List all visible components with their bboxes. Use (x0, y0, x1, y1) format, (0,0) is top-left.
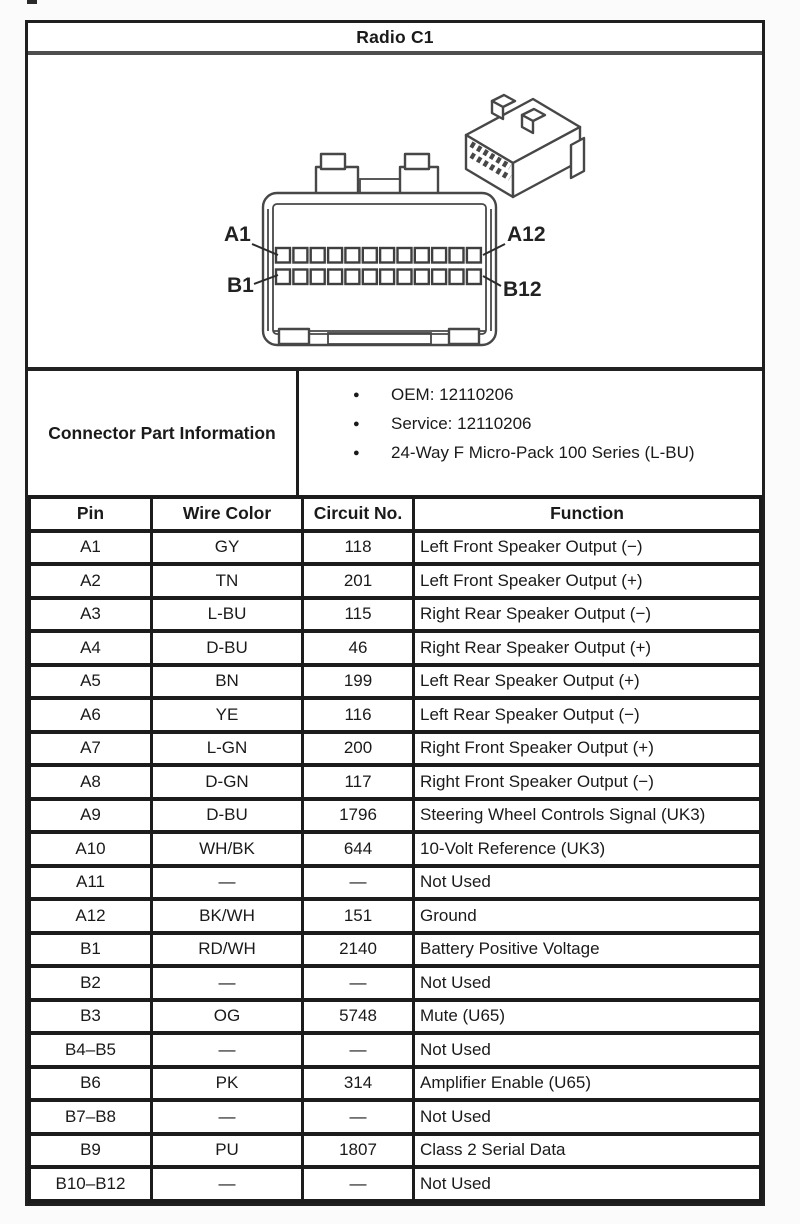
pin-cell: A6 (30, 698, 152, 732)
pin-cell: A2 (30, 564, 152, 598)
pin-table-header-row (30, 497, 761, 531)
pin-cell: A9 (30, 799, 152, 833)
connector-3d-view (466, 95, 584, 197)
wire-color-cell: — (152, 966, 303, 1000)
wire-color-cell: GY (152, 531, 303, 565)
part-info-bullet: ● OEM: 12110206 (351, 380, 762, 409)
function-cell: Mute (U65) (414, 1000, 761, 1034)
function-cell: 10-Volt Reference (UK3) (414, 832, 761, 866)
pin-row (30, 698, 761, 732)
circuit-no-cell: — (303, 1100, 414, 1134)
circuit-no-cell: 314 (303, 1067, 414, 1101)
pin-row (30, 899, 761, 933)
pin-cavity (363, 270, 377, 285)
wire-color-cell: PK (152, 1067, 303, 1101)
function-cell: Not Used (414, 966, 761, 1000)
pin-cell: B4–B5 (30, 1033, 152, 1067)
circuit-no-cell: 115 (303, 598, 414, 632)
scan-artifact (27, 0, 37, 4)
wire-color-cell: — (152, 866, 303, 900)
function-cell: Ground (414, 899, 761, 933)
circuit-no-cell: — (303, 1033, 414, 1067)
page-title: Radio C1 (28, 23, 762, 55)
function-cell: Not Used (414, 1033, 761, 1067)
wire-color-cell: BN (152, 665, 303, 699)
pin-cell: A12 (30, 899, 152, 933)
circuit-no-cell: 116 (303, 698, 414, 732)
circuit-no-cell: — (303, 1167, 414, 1201)
pin-cell: B6 (30, 1067, 152, 1101)
pin-cavity (380, 248, 394, 263)
pin-row (30, 1067, 761, 1101)
pin-cavity (398, 270, 412, 285)
pin-cavity (293, 270, 307, 285)
function-cell: Left Rear Speaker Output (−) (414, 698, 761, 732)
wire-color-cell: L-GN (152, 732, 303, 766)
pin-cell: A7 (30, 732, 152, 766)
part-info-label: Connector Part Information (28, 371, 299, 495)
column-header: Circuit No. (303, 497, 414, 531)
pin-label-b1: B1 (227, 274, 254, 297)
part-info-bullet: ● 24-Way F Micro-Pack 100 Series (L-BU) (351, 438, 762, 467)
pin-cavity (311, 270, 325, 285)
pin-cavity (328, 248, 342, 263)
pin-row (30, 598, 761, 632)
connector-diagram-art (28, 55, 762, 367)
wire-color-cell: D-BU (152, 799, 303, 833)
circuit-no-cell: 151 (303, 899, 414, 933)
wire-color-cell: D-BU (152, 631, 303, 665)
circuit-no-cell: 200 (303, 732, 414, 766)
pin-cell: B3 (30, 1000, 152, 1034)
function-cell: Right Rear Speaker Output (+) (414, 631, 761, 665)
pin-cavity (432, 270, 446, 285)
pin-cavity (276, 270, 290, 285)
circuit-no-cell: — (303, 966, 414, 1000)
wire-color-cell: L-BU (152, 598, 303, 632)
pin-cavity (415, 248, 429, 263)
wire-color-cell: TN (152, 564, 303, 598)
pin-row (30, 1167, 761, 1201)
pin-cavity (467, 270, 481, 285)
pin-row (30, 832, 761, 866)
wire-color-cell: — (152, 1033, 303, 1067)
pin-cavity (293, 248, 307, 263)
pin-cavity (311, 248, 325, 263)
pin-row (30, 631, 761, 665)
pin-row (30, 966, 761, 1000)
wire-color-cell: — (152, 1167, 303, 1201)
pin-cavity (328, 270, 342, 285)
pin-cavity (467, 248, 481, 263)
wire-color-cell: BK/WH (152, 899, 303, 933)
circuit-no-cell: 644 (303, 832, 414, 866)
circuit-no-cell: 201 (303, 564, 414, 598)
pin-row (30, 1134, 761, 1168)
function-cell: Not Used (414, 1167, 761, 1201)
circuit-no-cell: 46 (303, 631, 414, 665)
wire-color-cell: PU (152, 1134, 303, 1168)
connector-front-view (263, 154, 496, 345)
radio-c1-panel (25, 20, 765, 1206)
circuit-no-cell: 1807 (303, 1134, 414, 1168)
pin-cell: B9 (30, 1134, 152, 1168)
pin-cavity (276, 248, 290, 263)
pin-cell: A3 (30, 598, 152, 632)
column-header: Function (414, 497, 761, 531)
pin-cell: B2 (30, 966, 152, 1000)
pin-label-b12: B12 (503, 278, 542, 301)
pin-row (30, 665, 761, 699)
function-cell: Right Rear Speaker Output (−) (414, 598, 761, 632)
wire-color-cell: OG (152, 1000, 303, 1034)
pin-cell: B10–B12 (30, 1167, 152, 1201)
pin-cavity (450, 270, 464, 285)
function-cell: Right Front Speaker Output (+) (414, 732, 761, 766)
pin-row (30, 866, 761, 900)
pin-cavity (432, 248, 446, 263)
pin-cell: B1 (30, 933, 152, 967)
pin-row (30, 564, 761, 598)
pin-row (30, 765, 761, 799)
circuit-no-cell: 1796 (303, 799, 414, 833)
function-cell: Battery Positive Voltage (414, 933, 761, 967)
pin-cavity (345, 248, 359, 263)
pin-table-body (30, 531, 761, 1201)
function-cell: Not Used (414, 1100, 761, 1134)
pin-cavity (415, 270, 429, 285)
pin-row (30, 1000, 761, 1034)
wire-color-cell: YE (152, 698, 303, 732)
pin-cavity (450, 248, 464, 263)
wire-color-cell: WH/BK (152, 832, 303, 866)
wire-color-cell: — (152, 1100, 303, 1134)
function-cell: Amplifier Enable (U65) (414, 1067, 761, 1101)
function-cell: Class 2 Serial Data (414, 1134, 761, 1168)
wire-color-cell: RD/WH (152, 933, 303, 967)
pin-row (30, 799, 761, 833)
connector-diagram (28, 55, 762, 371)
circuit-no-cell: 5748 (303, 1000, 414, 1034)
pin-row (30, 933, 761, 967)
pin-label-a1: A1 (224, 223, 251, 246)
pin-cell: A11 (30, 866, 152, 900)
part-info-bullet-list (299, 371, 762, 495)
function-cell: Not Used (414, 866, 761, 900)
column-header: Wire Color (152, 497, 303, 531)
circuit-no-cell: — (303, 866, 414, 900)
pin-cell: A4 (30, 631, 152, 665)
circuit-no-cell: 199 (303, 665, 414, 699)
pin-cell: A5 (30, 665, 152, 699)
connector-part-info-section (28, 371, 762, 495)
pin-cavity (398, 248, 412, 263)
pin-row (30, 531, 761, 565)
function-cell: Left Rear Speaker Output (+) (414, 665, 761, 699)
pin-cell: A1 (30, 531, 152, 565)
pin-cell: A8 (30, 765, 152, 799)
wire-color-cell: D-GN (152, 765, 303, 799)
function-cell: Left Front Speaker Output (+) (414, 564, 761, 598)
pin-table (28, 495, 762, 1203)
circuit-no-cell: 118 (303, 531, 414, 565)
pin-cell: A10 (30, 832, 152, 866)
function-cell: Steering Wheel Controls Signal (UK3) (414, 799, 761, 833)
column-header: Pin (30, 497, 152, 531)
pin-cavity (363, 248, 377, 263)
pin-label-a12: A12 (507, 223, 546, 246)
function-cell: Right Front Speaker Output (−) (414, 765, 761, 799)
pin-cell: B7–B8 (30, 1100, 152, 1134)
pin-cavity (345, 270, 359, 285)
function-cell: Left Front Speaker Output (−) (414, 531, 761, 565)
pin-row (30, 732, 761, 766)
pin-cavity (380, 270, 394, 285)
pin-row (30, 1100, 761, 1134)
pin-row (30, 1033, 761, 1067)
part-info-bullet: ● Service: 12110206 (351, 409, 762, 438)
circuit-no-cell: 2140 (303, 933, 414, 967)
circuit-no-cell: 117 (303, 765, 414, 799)
